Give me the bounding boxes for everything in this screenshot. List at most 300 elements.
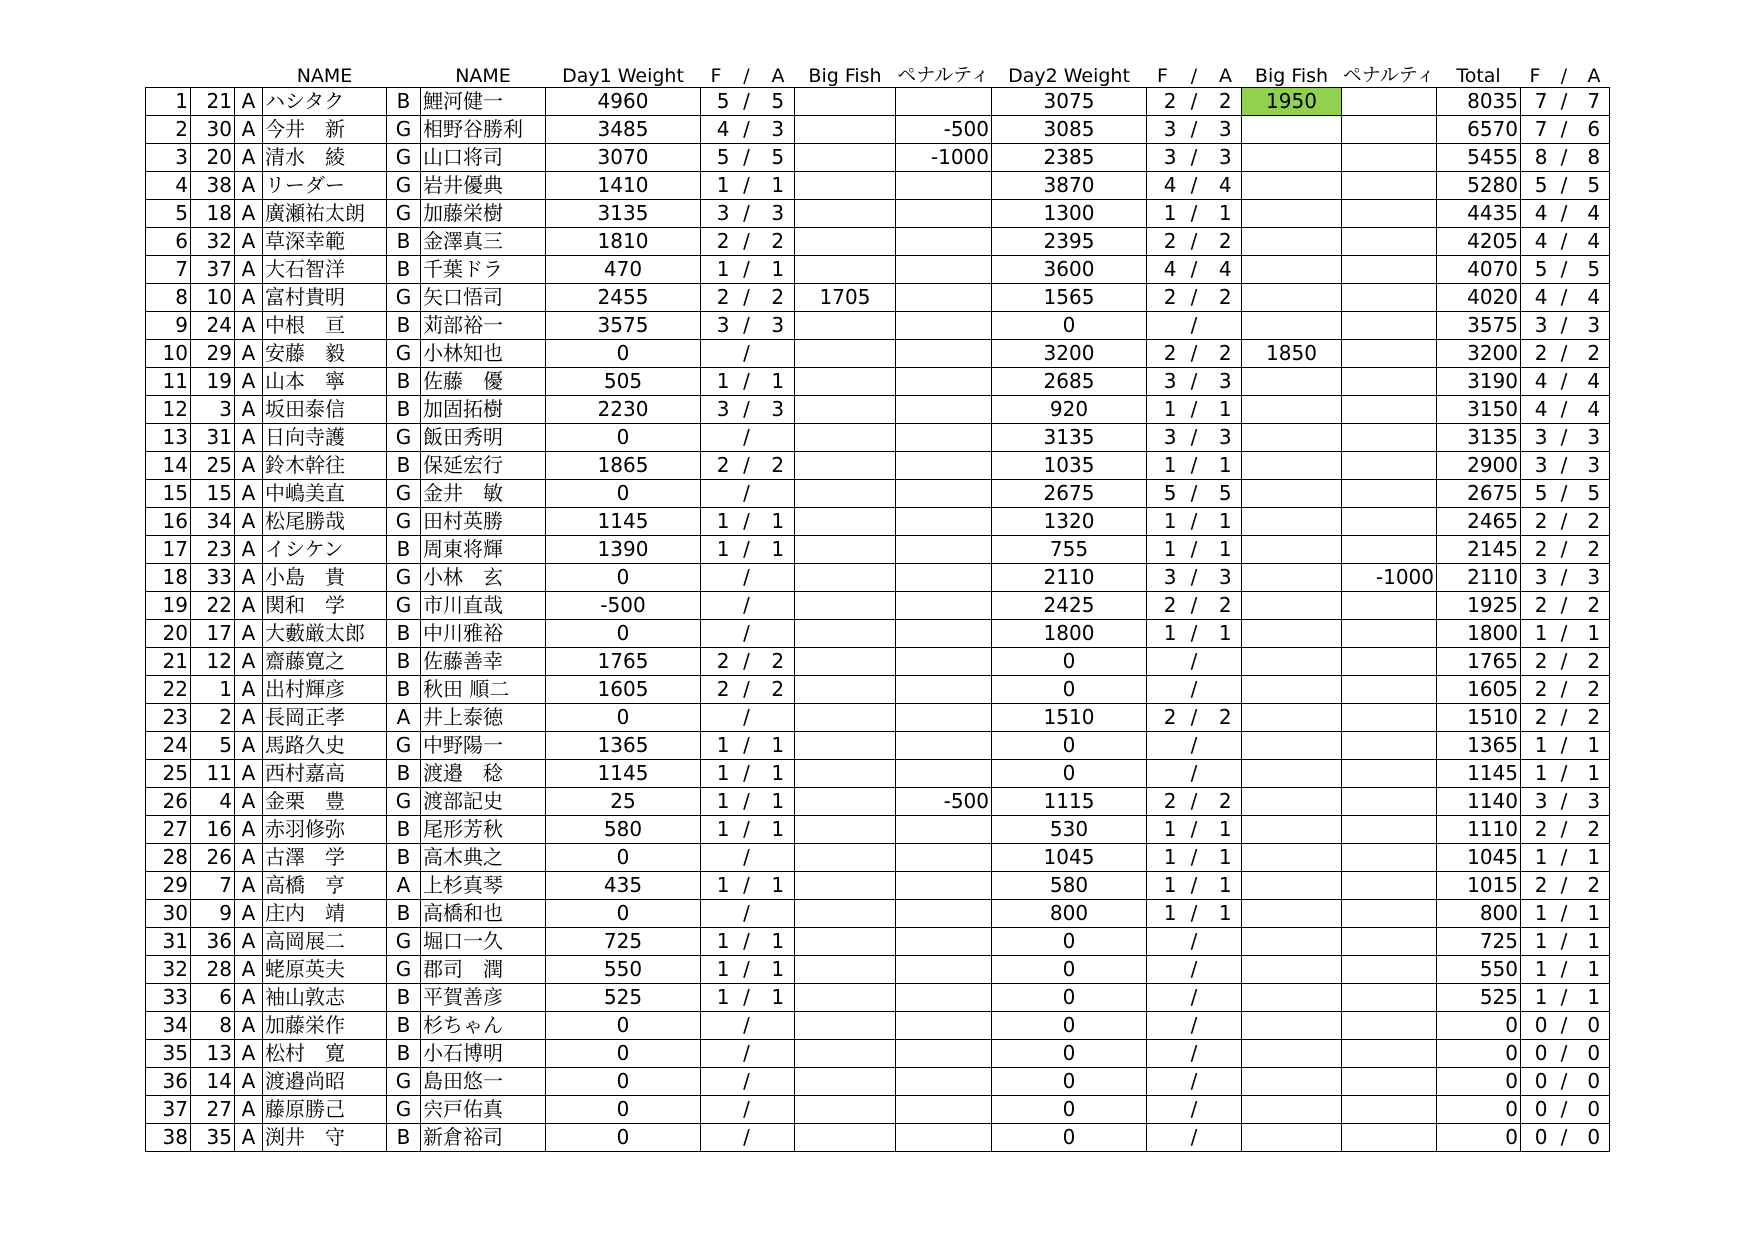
table-row — [146, 956, 1610, 984]
cell-day1-a: 1 — [762, 816, 795, 844]
cell-entry-no: 27 — [191, 1096, 235, 1124]
cell-total: 2675 — [1437, 480, 1521, 508]
cell-total-a: 5 — [1579, 256, 1610, 284]
cell-entry-no: 13 — [191, 1040, 235, 1068]
cell-day1-penalty: -500 — [896, 116, 992, 144]
cell-day1-slash: / — [732, 676, 762, 704]
cell-total-slash: / — [1550, 900, 1579, 928]
cell-day1-slash: / — [732, 592, 762, 620]
cell-day1-penalty — [896, 984, 992, 1012]
cell-day2-big-fish — [1242, 1124, 1342, 1152]
cell-day1-f — [701, 564, 732, 592]
cell-class-a: A — [235, 312, 263, 340]
cell-total-slash: / — [1550, 200, 1579, 228]
header-day2-a: A — [1219, 65, 1232, 87]
cell-class-b: G — [387, 732, 421, 760]
cell-day2-f: 1 — [1147, 900, 1179, 928]
cell-total-f: 7 — [1521, 88, 1550, 116]
table-row — [146, 256, 1610, 284]
cell-total: 0 — [1437, 1068, 1521, 1096]
cell-day1-weight: 580 — [546, 816, 701, 844]
cell-day2-weight: 1565 — [992, 284, 1147, 312]
cell-day1-big-fish — [795, 1096, 896, 1124]
cell-class-b: B — [387, 256, 421, 284]
cell-day2-weight: 3870 — [992, 172, 1147, 200]
cell-day1-big-fish — [795, 144, 896, 172]
cell-day1-big-fish — [795, 452, 896, 480]
cell-day2-weight: 3200 — [992, 340, 1147, 368]
cell-day1-penalty — [896, 396, 992, 424]
cell-entry-no: 22 — [191, 592, 235, 620]
cell-day1-a — [762, 424, 795, 452]
cell-day2-weight: 1320 — [992, 508, 1147, 536]
cell-day1-weight: 1865 — [546, 452, 701, 480]
cell-total-slash: / — [1550, 788, 1579, 816]
cell-day2-a — [1210, 760, 1242, 788]
cell-day2-penalty — [1342, 256, 1437, 284]
cell-day1-weight: 4960 — [546, 88, 701, 116]
cell-day1-slash: / — [732, 144, 762, 172]
cell-total: 1925 — [1437, 592, 1521, 620]
cell-day2-big-fish — [1242, 928, 1342, 956]
cell-name-a: 大石智洋 — [263, 256, 387, 284]
cell-name-b: 田村英勝 — [421, 508, 546, 536]
cell-total-slash: / — [1550, 424, 1579, 452]
cell-total-a: 4 — [1579, 368, 1610, 396]
cell-day2-big-fish: 1850 — [1242, 340, 1342, 368]
cell-class-b: B — [387, 816, 421, 844]
cell-day2-penalty — [1342, 648, 1437, 676]
cell-day1-a — [762, 1040, 795, 1068]
cell-day2-big-fish — [1242, 984, 1342, 1012]
cell-day1-big-fish — [795, 676, 896, 704]
cell-day1-slash: / — [732, 200, 762, 228]
cell-day2-big-fish — [1242, 368, 1342, 396]
cell-day2-slash: / — [1179, 788, 1210, 816]
cell-day1-big-fish — [795, 480, 896, 508]
cell-total-f: 0 — [1521, 1068, 1550, 1096]
header-day1-big-fish: Big Fish — [808, 65, 882, 87]
cell-day2-slash: / — [1179, 704, 1210, 732]
cell-day2-slash: / — [1179, 928, 1210, 956]
cell-day1-slash: / — [732, 1040, 762, 1068]
cell-day2-f — [1147, 1012, 1179, 1040]
table-row — [146, 284, 1610, 312]
cell-name-b: 周東将輝 — [421, 536, 546, 564]
cell-day1-big-fish — [795, 88, 896, 116]
cell-day2-a: 2 — [1210, 340, 1242, 368]
cell-day2-big-fish — [1242, 172, 1342, 200]
cell-day2-slash: / — [1179, 1096, 1210, 1124]
table-row — [146, 788, 1610, 816]
cell-total-slash: / — [1550, 228, 1579, 256]
cell-name-b: 岩井優典 — [421, 172, 546, 200]
cell-day2-penalty — [1342, 1012, 1437, 1040]
cell-total: 1045 — [1437, 844, 1521, 872]
cell-day2-f — [1147, 732, 1179, 760]
cell-name-a: 今井 新 — [263, 116, 387, 144]
cell-day2-penalty — [1342, 508, 1437, 536]
cell-total-slash: / — [1550, 984, 1579, 1012]
cell-name-a: 富村貴明 — [263, 284, 387, 312]
cell-entry-no: 5 — [191, 732, 235, 760]
cell-rank: 15 — [146, 480, 191, 508]
cell-day1-weight: 1810 — [546, 228, 701, 256]
cell-day2-penalty — [1342, 1068, 1437, 1096]
cell-day2-weight: 0 — [992, 648, 1147, 676]
cell-total: 1110 — [1437, 816, 1521, 844]
cell-day1-weight: 550 — [546, 956, 701, 984]
table-row — [146, 144, 1610, 172]
cell-day1-slash: / — [732, 900, 762, 928]
cell-day2-weight: 0 — [992, 984, 1147, 1012]
cell-day1-penalty — [896, 928, 992, 956]
cell-total-slash: / — [1550, 928, 1579, 956]
cell-day1-weight: 0 — [546, 1068, 701, 1096]
cell-day1-f: 1 — [701, 872, 732, 900]
results-table — [145, 60, 1610, 1152]
cell-entry-no: 32 — [191, 228, 235, 256]
cell-name-a: 藤原勝己 — [263, 1096, 387, 1124]
cell-rank: 24 — [146, 732, 191, 760]
cell-day2-big-fish — [1242, 816, 1342, 844]
cell-day2-weight: 1300 — [992, 200, 1147, 228]
cell-total-f: 1 — [1521, 732, 1550, 760]
cell-day2-penalty — [1342, 396, 1437, 424]
header-day1-slash: / — [743, 65, 750, 87]
cell-day2-weight: 3085 — [992, 116, 1147, 144]
cell-day1-slash: / — [732, 452, 762, 480]
cell-day2-f — [1147, 1124, 1179, 1152]
cell-total-slash: / — [1550, 1040, 1579, 1068]
table-row — [146, 1068, 1610, 1096]
cell-day2-big-fish — [1242, 256, 1342, 284]
cell-day2-slash: / — [1179, 368, 1210, 396]
cell-rank: 20 — [146, 620, 191, 648]
cell-day2-slash: / — [1179, 228, 1210, 256]
cell-rank: 22 — [146, 676, 191, 704]
cell-entry-no: 37 — [191, 256, 235, 284]
cell-total-slash: / — [1550, 844, 1579, 872]
cell-day1-a: 3 — [762, 312, 795, 340]
cell-day1-big-fish — [795, 984, 896, 1012]
cell-day1-big-fish — [795, 396, 896, 424]
cell-class-a: A — [235, 788, 263, 816]
cell-total-a: 0 — [1579, 1012, 1610, 1040]
cell-day1-penalty — [896, 732, 992, 760]
cell-day1-a — [762, 564, 795, 592]
cell-day2-weight: 3075 — [992, 88, 1147, 116]
cell-day1-f — [701, 620, 732, 648]
cell-day1-weight: 0 — [546, 704, 701, 732]
cell-total: 4070 — [1437, 256, 1521, 284]
cell-name-a: 蛯原英夫 — [263, 956, 387, 984]
cell-day2-penalty — [1342, 844, 1437, 872]
cell-rank: 10 — [146, 340, 191, 368]
table-row — [146, 424, 1610, 452]
cell-day2-big-fish — [1242, 760, 1342, 788]
cell-total-f: 0 — [1521, 1096, 1550, 1124]
cell-name-a: 高橋 亨 — [263, 872, 387, 900]
cell-day1-a: 1 — [762, 984, 795, 1012]
cell-class-a: A — [235, 564, 263, 592]
cell-rank: 28 — [146, 844, 191, 872]
cell-name-a: 坂田泰信 — [263, 396, 387, 424]
cell-day1-penalty — [896, 312, 992, 340]
cell-day2-slash: / — [1179, 816, 1210, 844]
cell-name-b: 山口将司 — [421, 144, 546, 172]
cell-day2-penalty — [1342, 620, 1437, 648]
cell-total-f: 2 — [1521, 536, 1550, 564]
cell-day1-weight: 0 — [546, 1096, 701, 1124]
cell-name-a: 小島 貴 — [263, 564, 387, 592]
cell-day2-a: 1 — [1210, 844, 1242, 872]
cell-day2-weight: 530 — [992, 816, 1147, 844]
cell-rank: 7 — [146, 256, 191, 284]
cell-class-b: G — [387, 172, 421, 200]
cell-day2-weight: 2395 — [992, 228, 1147, 256]
cell-day1-a — [762, 340, 795, 368]
cell-name-a: 古澤 学 — [263, 844, 387, 872]
cell-class-a: A — [235, 1040, 263, 1068]
cell-day1-a: 1 — [762, 536, 795, 564]
cell-rank: 1 — [146, 88, 191, 116]
cell-day2-penalty — [1342, 116, 1437, 144]
cell-name-b: 苅部裕一 — [421, 312, 546, 340]
cell-day1-weight: 1365 — [546, 732, 701, 760]
cell-name-a: 渕井 守 — [263, 1124, 387, 1152]
cell-day2-f: 2 — [1147, 340, 1179, 368]
cell-total-a: 1 — [1579, 900, 1610, 928]
cell-day2-a: 2 — [1210, 88, 1242, 116]
cell-day2-slash: / — [1179, 1012, 1210, 1040]
cell-class-b: B — [387, 88, 421, 116]
cell-day1-slash: / — [732, 424, 762, 452]
cell-total: 2465 — [1437, 508, 1521, 536]
cell-rank: 11 — [146, 368, 191, 396]
cell-day1-a — [762, 1068, 795, 1096]
cell-day1-f: 1 — [701, 732, 732, 760]
cell-day2-slash: / — [1179, 396, 1210, 424]
cell-day2-weight: 3600 — [992, 256, 1147, 284]
cell-day1-slash: / — [732, 704, 762, 732]
header-name-b: NAME — [455, 65, 511, 87]
cell-rank: 32 — [146, 956, 191, 984]
cell-day2-weight: 800 — [992, 900, 1147, 928]
cell-total: 4205 — [1437, 228, 1521, 256]
cell-total-slash: / — [1550, 368, 1579, 396]
header-day2-slash: / — [1190, 65, 1198, 87]
cell-day2-slash: / — [1179, 116, 1210, 144]
table-row — [146, 704, 1610, 732]
cell-day2-f: 2 — [1147, 284, 1179, 312]
cell-class-a: A — [235, 592, 263, 620]
cell-name-a: 金栗 豊 — [263, 788, 387, 816]
cell-class-b: G — [387, 564, 421, 592]
cell-day1-penalty — [896, 340, 992, 368]
cell-day2-a: 1 — [1210, 816, 1242, 844]
cell-entry-no: 17 — [191, 620, 235, 648]
cell-entry-no: 20 — [191, 144, 235, 172]
cell-total-f: 5 — [1521, 256, 1550, 284]
cell-total-slash: / — [1550, 592, 1579, 620]
cell-class-a: A — [235, 816, 263, 844]
cell-total-slash: / — [1550, 620, 1579, 648]
cell-class-a: A — [235, 508, 263, 536]
cell-day2-weight: 0 — [992, 732, 1147, 760]
cell-day2-penalty — [1342, 1096, 1437, 1124]
cell-total: 1765 — [1437, 648, 1521, 676]
cell-total-a: 4 — [1579, 200, 1610, 228]
cell-name-a: 関和 学 — [263, 592, 387, 620]
cell-day2-weight: 1045 — [992, 844, 1147, 872]
table-row — [146, 648, 1610, 676]
cell-day2-f: 2 — [1147, 592, 1179, 620]
cell-class-b: B — [387, 312, 421, 340]
cell-day2-big-fish — [1242, 676, 1342, 704]
cell-day2-a: 1 — [1210, 900, 1242, 928]
cell-day1-big-fish — [795, 844, 896, 872]
cell-day1-penalty — [896, 1040, 992, 1068]
cell-day1-f: 1 — [701, 816, 732, 844]
table-row — [146, 452, 1610, 480]
table-row — [146, 228, 1610, 256]
cell-total-f: 2 — [1521, 340, 1550, 368]
cell-day2-weight: 0 — [992, 956, 1147, 984]
cell-name-b: 高木典之 — [421, 844, 546, 872]
cell-total-f: 2 — [1521, 592, 1550, 620]
cell-day1-big-fish — [795, 256, 896, 284]
cell-name-a: 長岡正孝 — [263, 704, 387, 732]
cell-name-a: 中嶋美直 — [263, 480, 387, 508]
cell-name-b: 相野谷勝利 — [421, 116, 546, 144]
cell-day1-big-fish — [795, 760, 896, 788]
cell-total-f: 3 — [1521, 564, 1550, 592]
cell-day2-slash: / — [1179, 676, 1210, 704]
cell-day1-slash: / — [732, 536, 762, 564]
cell-class-b: B — [387, 844, 421, 872]
cell-class-a: A — [235, 536, 263, 564]
cell-class-b: G — [387, 956, 421, 984]
cell-entry-no: 21 — [191, 88, 235, 116]
cell-day2-big-fish — [1242, 872, 1342, 900]
cell-day1-a: 1 — [762, 788, 795, 816]
cell-name-a: 日向寺護 — [263, 424, 387, 452]
cell-total: 4435 — [1437, 200, 1521, 228]
table-row — [146, 928, 1610, 956]
cell-total-slash: / — [1550, 284, 1579, 312]
cell-day2-big-fish — [1242, 1040, 1342, 1068]
cell-name-b: 郡司 潤 — [421, 956, 546, 984]
cell-day1-big-fish — [795, 592, 896, 620]
cell-day2-weight: 0 — [992, 928, 1147, 956]
cell-name-a: 西村嘉高 — [263, 760, 387, 788]
cell-name-a: ハシタク — [263, 88, 387, 116]
cell-total-slash: / — [1550, 1096, 1579, 1124]
cell-total: 1605 — [1437, 676, 1521, 704]
cell-entry-no: 19 — [191, 368, 235, 396]
cell-total-f: 4 — [1521, 228, 1550, 256]
cell-day2-slash: / — [1179, 480, 1210, 508]
cell-day1-weight: 0 — [546, 620, 701, 648]
cell-name-a: 鈴木幹往 — [263, 452, 387, 480]
cell-day2-f: 2 — [1147, 788, 1179, 816]
cell-rank: 4 — [146, 172, 191, 200]
cell-class-b: B — [387, 648, 421, 676]
cell-total-slash: / — [1550, 1124, 1579, 1152]
cell-day2-big-fish — [1242, 1012, 1342, 1040]
cell-day2-a: 2 — [1210, 284, 1242, 312]
cell-entry-no: 10 — [191, 284, 235, 312]
cell-class-b: B — [387, 900, 421, 928]
cell-total-f: 0 — [1521, 1124, 1550, 1152]
cell-class-a: A — [235, 480, 263, 508]
cell-total-slash: / — [1550, 340, 1579, 368]
cell-day2-f: 1 — [1147, 844, 1179, 872]
cell-total-slash: / — [1550, 760, 1579, 788]
cell-day2-f: 1 — [1147, 620, 1179, 648]
cell-day2-f: 1 — [1147, 508, 1179, 536]
cell-rank: 16 — [146, 508, 191, 536]
cell-total-f: 2 — [1521, 676, 1550, 704]
cell-total-a: 2 — [1579, 536, 1610, 564]
cell-total-a: 7 — [1579, 88, 1610, 116]
cell-day1-slash: / — [732, 620, 762, 648]
cell-class-b: B — [387, 984, 421, 1012]
cell-total: 525 — [1437, 984, 1521, 1012]
cell-name-b: 市川直哉 — [421, 592, 546, 620]
cell-day2-penalty — [1342, 788, 1437, 816]
cell-day1-penalty — [896, 480, 992, 508]
cell-total-a: 3 — [1579, 424, 1610, 452]
cell-total-a: 4 — [1579, 228, 1610, 256]
cell-day2-a — [1210, 984, 1242, 1012]
cell-day1-penalty — [896, 424, 992, 452]
cell-day2-penalty — [1342, 144, 1437, 172]
cell-day1-slash: / — [732, 1068, 762, 1096]
cell-class-b: A — [387, 872, 421, 900]
cell-day1-weight: -500 — [546, 592, 701, 620]
cell-name-a: 渡邉尚昭 — [263, 1068, 387, 1096]
cell-class-a: A — [235, 704, 263, 732]
cell-rank: 12 — [146, 396, 191, 424]
cell-total-a: 0 — [1579, 1124, 1610, 1152]
cell-day1-weight: 2455 — [546, 284, 701, 312]
cell-name-b: 小林 玄 — [421, 564, 546, 592]
cell-entry-no: 2 — [191, 704, 235, 732]
cell-total-slash: / — [1550, 704, 1579, 732]
cell-name-b: 佐藤 優 — [421, 368, 546, 396]
cell-name-a: 松尾勝哉 — [263, 508, 387, 536]
cell-class-a: A — [235, 900, 263, 928]
cell-day2-f: 4 — [1147, 172, 1179, 200]
cell-entry-no: 33 — [191, 564, 235, 592]
cell-day2-slash: / — [1179, 900, 1210, 928]
cell-total-a: 2 — [1579, 340, 1610, 368]
cell-name-a: 草深幸範 — [263, 228, 387, 256]
cell-total-slash: / — [1550, 508, 1579, 536]
cell-day2-a — [1210, 928, 1242, 956]
cell-day2-a: 2 — [1210, 228, 1242, 256]
cell-day2-slash: / — [1179, 284, 1210, 312]
cell-day1-penalty — [896, 872, 992, 900]
cell-day2-a: 4 — [1210, 256, 1242, 284]
cell-name-b: 鯉河健一 — [421, 88, 546, 116]
cell-day1-big-fish — [795, 1012, 896, 1040]
cell-day1-f — [701, 1124, 732, 1152]
cell-day1-big-fish — [795, 704, 896, 732]
cell-day1-f — [701, 340, 732, 368]
